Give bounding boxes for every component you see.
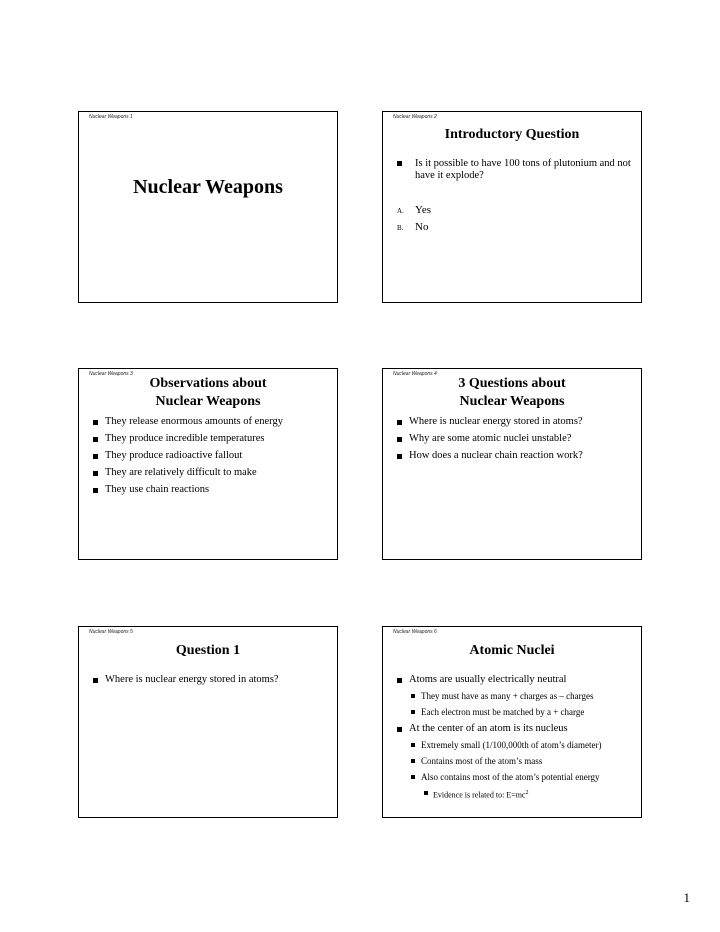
bullet-square-icon	[397, 727, 402, 732]
bullet-square-icon	[93, 471, 98, 476]
slide-title: Question 1	[175, 643, 241, 658]
bullet-square-icon	[93, 678, 98, 683]
sub-list-item: Each electron must be matched by a + charge	[383, 707, 641, 718]
slide-header: Nuclear Weapons 6	[393, 629, 437, 635]
list-item: They produce incredible temperatures	[79, 433, 337, 445]
slide-header: Nuclear Weapons 4	[393, 371, 437, 377]
bullet-list	[383, 158, 641, 187]
slide-header: Nuclear Weapons 5	[89, 629, 133, 635]
list-item: How does a nuclear chain reaction work?	[383, 450, 641, 462]
list-item: Where is nuclear energy stored in atoms?	[383, 416, 641, 428]
slide-header: Nuclear Weapons 1	[89, 114, 133, 120]
bullet-list	[79, 674, 337, 691]
slide-6	[382, 626, 642, 818]
list-item: They are relatively difficult to make	[79, 467, 337, 479]
option-text: Yes	[415, 204, 432, 216]
bullet-list	[383, 416, 641, 467]
slide-title: Introductory Question	[444, 127, 580, 142]
slide-4	[382, 368, 642, 560]
bullet-square-icon	[397, 420, 402, 425]
bullet-square-icon	[411, 759, 415, 763]
bullet-square-icon	[397, 161, 402, 166]
slide-header: Nuclear Weapons 2	[393, 114, 437, 120]
list-item: Why are some atomic nuclei unstable?	[383, 433, 641, 445]
sub-list-item: Also contains most of the atom’s potential energy	[383, 772, 641, 783]
sub-sub-list-item: Evidence is related to: $E=mc^2$	[383, 788, 641, 801]
bullet-square-icon	[93, 488, 98, 493]
slide-title-line-1: Observations about	[149, 376, 267, 391]
sub-list-item: They must have as many + charges as – charges	[383, 691, 641, 702]
bullet-square-icon	[411, 694, 415, 698]
slide-title-line-2: Nuclear Weapons	[459, 394, 565, 409]
list-item: At the center of an atom is its nucleus	[383, 723, 641, 735]
bullet-square-icon	[93, 420, 98, 425]
slide-title-line-2: Nuclear Weapons	[155, 394, 261, 409]
slide-5	[78, 626, 338, 818]
list-item: They produce radioactive fallout	[79, 450, 337, 462]
bullet-square-icon	[93, 454, 98, 459]
list-item: Where is nuclear energy stored in atoms?	[79, 674, 337, 686]
bullet-square-icon	[397, 678, 402, 683]
option-letter: A.	[397, 207, 404, 215]
slide-2	[382, 111, 642, 303]
bullet-square-icon	[93, 437, 98, 442]
slide-1	[78, 111, 338, 303]
list-item: Atoms are usually electrically neutral	[383, 674, 641, 686]
list-item: They use chain reactions	[79, 484, 337, 496]
slide-3	[78, 368, 338, 560]
list-item: They release enormous amounts of energy	[79, 416, 337, 428]
slide-title: Atomic Nuclei	[469, 643, 555, 658]
slide-header: Nuclear Weapons 3	[89, 371, 133, 377]
question-text: Is it possible to have 100 tons of plutonium and not have it explode?	[415, 158, 631, 181]
bullet-square-icon	[411, 710, 415, 714]
sub-list-item: Contains most of the atom’s mass	[383, 756, 641, 767]
slide-title: Nuclear Weapons	[133, 176, 283, 198]
bullet-square-icon	[411, 775, 415, 779]
bullet-list	[79, 416, 337, 501]
option-letter: B.	[397, 224, 404, 232]
list-item	[383, 158, 641, 182]
option-text: No	[415, 221, 429, 233]
bullet-square-icon	[397, 437, 402, 442]
bullet-list	[383, 674, 641, 806]
bullet-square-icon	[411, 743, 415, 747]
bullet-square-icon	[397, 454, 402, 459]
page-number: 1	[683, 890, 690, 905]
bullet-square-icon	[424, 791, 428, 795]
sub-list-item: Extremely small (1/100,000th of atom’s diameter)	[383, 740, 641, 751]
slide-title-line-1: 3 Questions about	[458, 376, 566, 391]
